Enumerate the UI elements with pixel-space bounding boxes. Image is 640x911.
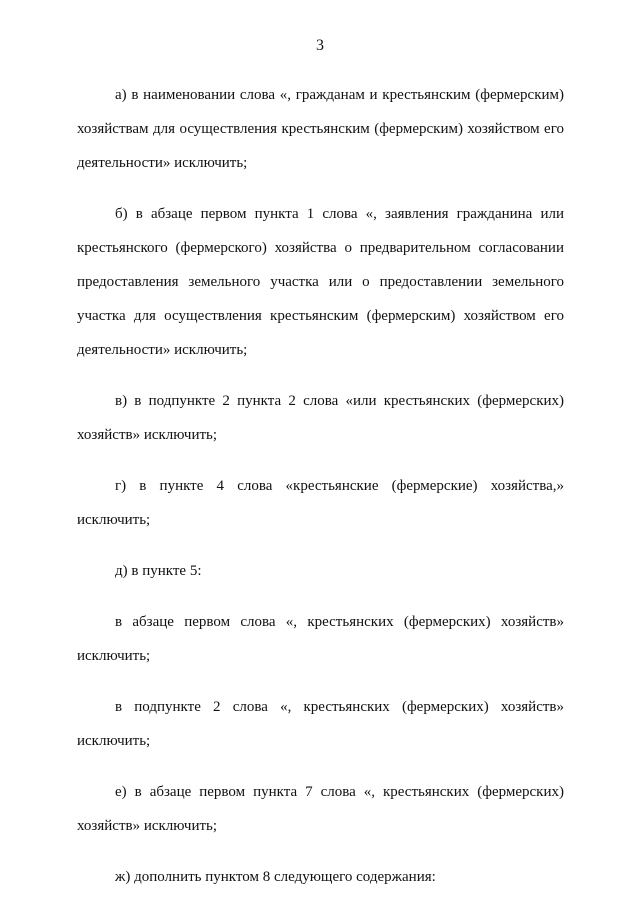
document-body <box>77 78 564 911</box>
paragraph-d: д) в пункте 5: <box>115 563 202 579</box>
paragraph-d-subpoint-2: в подпункте 2 слова «, крестьянских (фермерских) хозяйств» исключить; <box>77 699 564 749</box>
paragraph-v: в) в подпункте 2 пункта 2 слова «или крестьянских (фермерских) хозяйств» исключить; <box>77 393 564 443</box>
paragraph-e: е) в абзаце первом пункта 7 слова «, крестьянских (фермерских) хозяйств» исключить; <box>77 784 564 834</box>
paragraph-a: а) в наименовании слова «, гражданам и крестьянским (фермерским) хозяйствам для осуществления крестьянским (фермерским) хозяйством его деятельности» исключить; <box>77 87 564 171</box>
paragraph-g: г) в пункте 4 слова «крестьянские (фермерские) хозяйства,» исключить; <box>77 478 564 528</box>
paragraph-d-first-abzac: в абзаце первом слова «, крестьянских (фермерских) хозяйств» исключить; <box>77 614 564 664</box>
paragraph-b: б) в абзаце первом пункта 1 слова «, заявления гражданина или крестьянского (фермерского) хозяйства о предварительном согласовании предоставления земельного участка или о предоставлении земельного участка для осуществления крестьянским (фермерским) хозяйством его деятельности» исключить; <box>77 206 564 358</box>
page-number: 3 <box>316 37 324 54</box>
paragraph-zh: ж) дополнить пунктом 8 следующего содержания: <box>115 869 436 885</box>
